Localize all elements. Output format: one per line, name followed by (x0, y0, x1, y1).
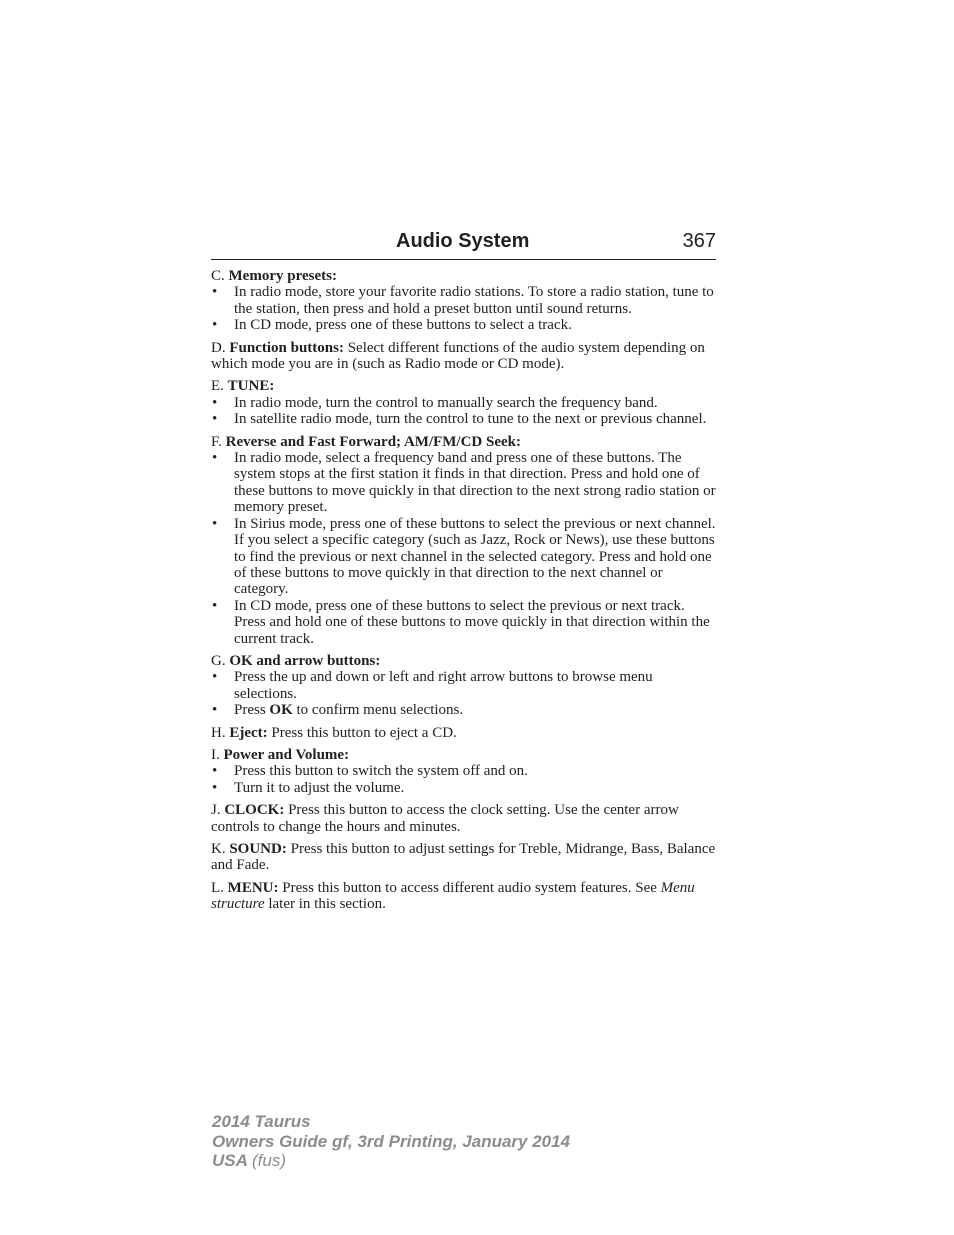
page-footer (212, 1112, 570, 1171)
item-prefix: C. (211, 268, 225, 284)
footer-guide: Owners Guide gf, 3rd Printing, January 2014 (212, 1131, 571, 1151)
item-prefix: K. (211, 841, 226, 857)
item-label: Eject: (229, 724, 268, 741)
bullet-icon: • (212, 779, 218, 796)
cross-reference: Menu structure (211, 879, 695, 913)
page-number: 367 (682, 230, 716, 252)
item-prefix: E. (211, 378, 224, 395)
bullet-item: • In CD mode, press one of these buttons to select a track. (212, 317, 572, 334)
section-h: H. Eject: Press this button to eject a CD. (211, 724, 457, 741)
section-title: Audio System (396, 230, 530, 252)
item-prefix: J. (211, 802, 221, 819)
bullet-icon: • (212, 763, 218, 780)
bullet-item: • In radio mode, store your favorite radio stations. To store a radio station, tune to the station, then press and hold a preset button until sound returns. (212, 284, 714, 317)
section-d: D. Function buttons: Select different functions of the audio system depending on which mode you are in (such as Radio mode or CD mode). (211, 339, 705, 373)
section-c (211, 268, 717, 334)
bullet-icon: • (212, 394, 218, 411)
bullet-item: • In CD mode, press one of these buttons to select the previous or next track. Press and hold one of these buttons to move quickly in that direction within the current track. (212, 597, 710, 647)
item-label: Memory presets: (228, 268, 337, 284)
section-i (211, 747, 717, 796)
page-body (211, 268, 717, 919)
bullet-icon: • (212, 411, 218, 428)
section-j: J. CLOCK: Press this button to access the clock setting. Use the center arrow controls to change the hours and minutes. (211, 802, 679, 835)
bullet-item: • Press this button to switch the system off and on. (212, 763, 528, 780)
bullet-item: • Press the up and down or left and right arrow buttons to browse menu selections. (212, 669, 653, 702)
bullet-item: • Turn it to adjust the volume. (212, 779, 405, 796)
item-label: Power and Volume: (223, 746, 350, 763)
item-label: SOUND: (229, 841, 287, 857)
bullet-icon: • (212, 702, 218, 719)
bullet-icon: • (212, 450, 218, 467)
item-prefix: I. (211, 746, 220, 763)
section-f (211, 434, 717, 647)
section-e (211, 378, 717, 427)
footer-model: 2014 Taurus (212, 1112, 311, 1131)
section-k: K. SOUND: Press this button to adjust settings for Treble, Midrange, Bass, Balance and Fade. (211, 841, 716, 874)
bullet-item: • In satellite radio mode, turn the control to tune to the next or previous channel. (212, 411, 707, 428)
bullet-icon: • (212, 515, 218, 532)
bullet-icon: • (212, 317, 218, 334)
bullet-icon: • (212, 597, 218, 614)
item-label: MENU: (227, 879, 279, 896)
bullet-item: • In Sirius mode, press one of these buttons to select the previous or next channel. If you select a specific category (such as Jazz, Rock or News), use these buttons to find the previous or next channel in the selected category. Press and hold one of these buttons to move quickly in that direction to the next channel or category. (212, 515, 716, 598)
item-label: TUNE: (227, 378, 275, 395)
section-g (211, 653, 717, 719)
item-prefix: H. (211, 724, 226, 741)
item-prefix: G. (211, 652, 226, 669)
page-header (211, 230, 716, 260)
bullet-item: • Press OK to confirm menu selections. (212, 702, 464, 719)
bullet-icon: • (212, 284, 218, 301)
item-prefix: F. (211, 433, 222, 450)
footer-market: USA (fus) (212, 1151, 286, 1170)
item-label: Function buttons: (229, 339, 344, 356)
bullet-icon: • (212, 669, 218, 686)
item-prefix: L. (211, 879, 224, 896)
bullet-item: • In radio mode, select a frequency band and press one of these buttons. The system stops at the first station it finds in that direction. Press and hold one of these buttons to move quickly in that direction to the next strong radio station or memory preset. (212, 450, 716, 516)
section-l: L. MENU: Press this button to access different audio system features. See Menu structure later in this section. (211, 879, 695, 913)
item-label: CLOCK: (224, 802, 285, 819)
item-prefix: D. (211, 339, 226, 356)
item-label: OK and arrow buttons: (229, 652, 381, 669)
bullet-item: • In radio mode, turn the control to manually search the frequency band. (212, 394, 658, 411)
item-label: Reverse and Fast Forward; AM/FM/CD Seek: (225, 433, 522, 450)
